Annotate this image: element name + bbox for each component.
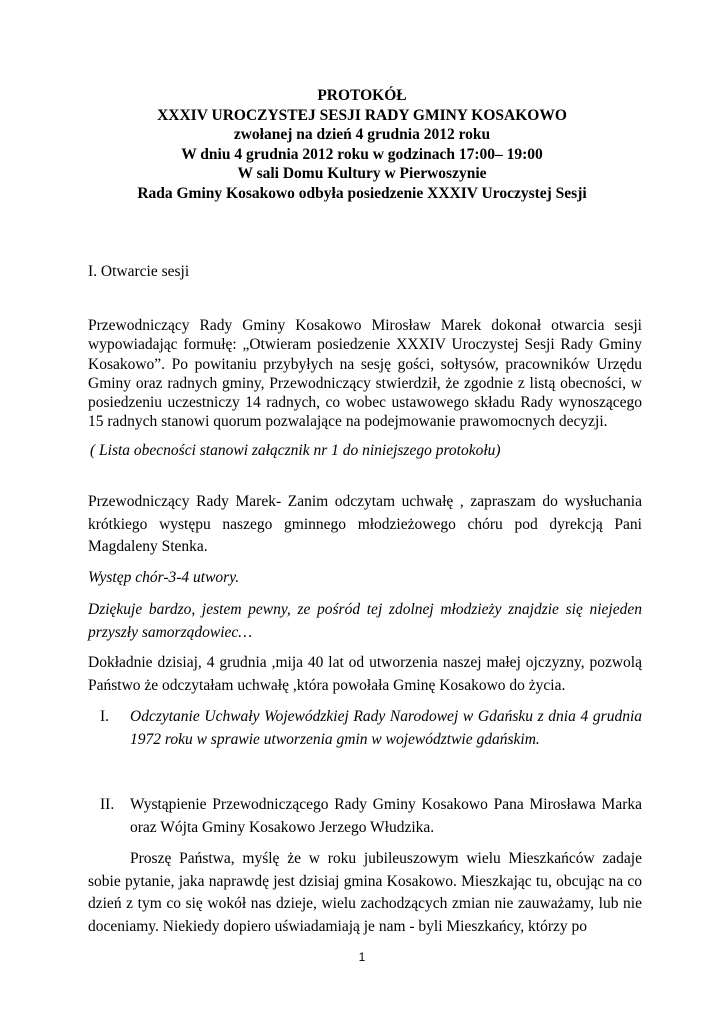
- anniversary-paragraph: Dokładnie dzisiaj, 4 grudnia ,mija 40 lat od utworzenia naszej małej ojczyzny, pozwolą Państwo że odczytałam uchwałę ,która powołała Gminę Kosakowo do życia.: [88, 654, 642, 694]
- header-session: XXXIV UROCZYSTEJ SESJI RADY GMINY KOSAKOWO: [157, 106, 567, 124]
- list-item-text: Wystąpienie Przewodniczącego Rady Gminy Kosakowo Pana Mirosława Marka oraz Wójta Gminy Kosakowo Jerzego Włudzika.: [130, 796, 642, 836]
- attendance-note: ( Lista obecności stanowi załącznik nr 1 do niniejszego protokołu): [90, 442, 501, 459]
- list-item-number: I.: [100, 708, 110, 725]
- header-convened: zwołanej na dzień 4 grudnia 2012 roku: [233, 126, 491, 143]
- speech-paragraph: Proszę Państwa, myślę że w roku jubileuszowym wielu Mieszkańców zadaje sobie pytanie, jaka naprawdę jest dzisiaj gmina Kosakowo. Mieszkając tu, obcując na co dzień z tym co się wokół nas dzieje, wielu zachodzących zmian nie zauważamy, lub nie doceniamy. Niekiedy dopiero uświadamiają je nam - byli Mieszkańcy, którzy po: [88, 850, 642, 935]
- header-venue: W sali Domu Kultury w Pierwoszynie: [237, 165, 487, 182]
- list-item-text: Odczytanie Uchwały Wojewódzkiej Rady Narodowej w Gdańsku z dnia 4 grudnia 1972 roku w sprawie utworzenia gmin w województwie gdańskim.: [130, 708, 642, 748]
- protocol-header: [60, 86, 664, 203]
- header-summary: Rada Gminy Kosakowo odbyła posiedzenie XXXIV Uroczystej Sesji: [137, 184, 587, 202]
- list-item-number: II.: [100, 796, 115, 813]
- section-title-opening: I. Otwarcie sesji: [88, 263, 190, 280]
- page-number: 1: [358, 950, 366, 964]
- thanks-paragraph: Dziękuje bardzo, jestem pewny, ze pośród tej zdolnej młodzieży znajdzie się niejeden przyszły samorządowiec…: [88, 601, 642, 641]
- choir-paragraph: Przewodniczący Rady Marek- Zanim odczytam uchwałę , zapraszam do wysłuchania krótkiego występu naszego gminnego młodzieżowego chóru pod dyrekcją Pani Magdaleny Stenka.: [88, 493, 642, 555]
- opening-paragraph: Przewodniczący Rady Gminy Kosakowo Mirosław Marek dokonał otwarcia sesji wypowiadając formułę: „Otwieram posiedzenie XXXIV Uroczystej Sesji Rady Gminy Kosakowo”. Po powitaniu przybyłych na sesję gości, sołtysów, pracowników Urzędu Gminy oraz radnych gminy, Przewodniczący stwierdził, że zgodnie z listą obecności, w posiedzeniu uczestniczy 14 radnych, co wobec ustawowego składu Rady wynoszącego 15 radnych stanowi quorum pozwalające na podejmowanie prawomocnych decyzji.: [88, 317, 642, 431]
- header-date-time: W dniu 4 grudnia 2012 roku w godzinach 17:00– 19:00: [181, 145, 543, 163]
- header-title: PROTOKÓŁ: [317, 87, 407, 104]
- performance-paragraph: Występ chór-3-4 utwory.: [88, 569, 240, 586]
